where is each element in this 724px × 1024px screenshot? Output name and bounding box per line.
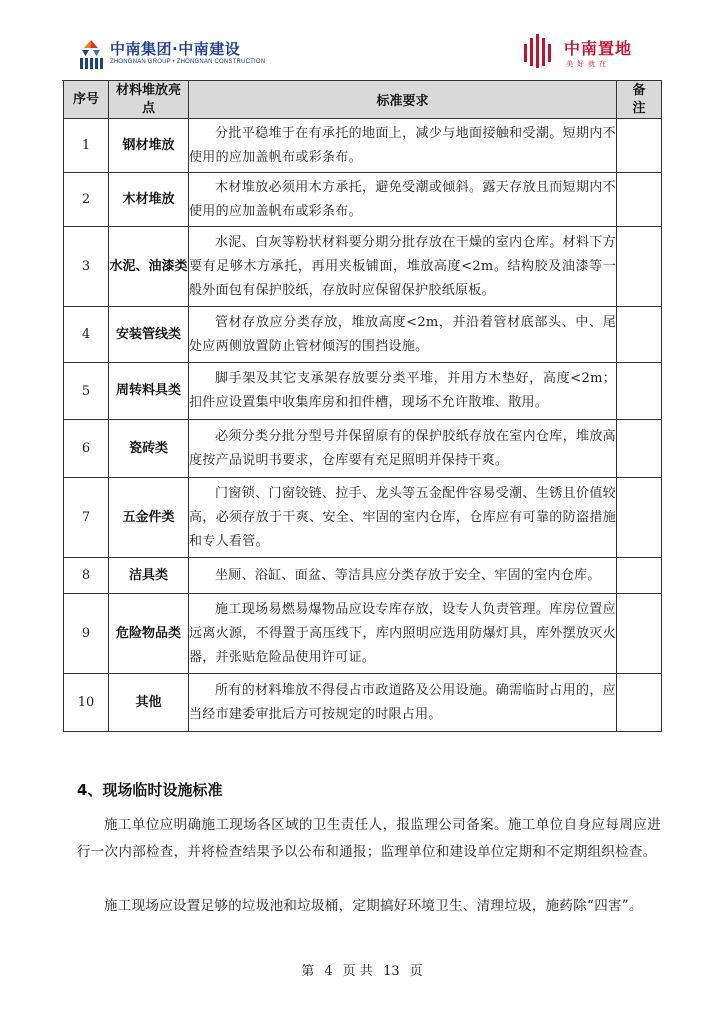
row-name: 水泥、油漆类 [109, 227, 189, 307]
page-header [62, 24, 662, 76]
row-note [617, 594, 662, 674]
table-row [64, 674, 662, 732]
footer-middle: 页 共 [342, 964, 373, 979]
row-standard: 坐厕、浴缸、面盆、等洁具应分类存放于安全、牢固的室内仓库。 [189, 558, 617, 594]
material-storage-table [63, 80, 662, 732]
table-row [64, 363, 662, 420]
row-no: 9 [64, 594, 109, 674]
footer-current-page: 4 [324, 964, 333, 979]
row-no: 7 [64, 478, 109, 558]
zhongnan-group-logo [76, 38, 266, 78]
row-standard: 水泥、白灰等粉状材料要分期分批存放在干燥的室内仓库。材料下方要有足够木方承托，再用夹板铺面，堆放高度<2m。结构胶及油漆等一般外面包有保护胶纸，存放时应保留保护胶纸原板。 [189, 227, 617, 307]
row-standard: 管材存放应分类存放，堆放高度<2m，并沿着管材底部头、中、尾处应两侧放置防止管材倾泻的围挡设施。 [189, 307, 617, 363]
row-standard: 所有的材料堆放不得侵占市政道路及公用设施。确需临时占用的，应当经市建委审批后方可按规定的时限占用。 [189, 674, 617, 732]
row-note [617, 363, 662, 420]
zhongnan-logo-mark-icon [76, 38, 106, 70]
left-logo-text: 中南集团·中南建设 [110, 40, 241, 58]
row-name: 瓷砖类 [109, 420, 189, 478]
header-note: 备注 [617, 81, 662, 119]
row-no: 1 [64, 119, 109, 173]
zhongnan-land-mark-icon [522, 34, 556, 68]
table-row [64, 420, 662, 478]
left-logo-english: ZHONGNAN GROUP • ZHONGNAN CONSTRUCTION [110, 59, 266, 65]
footer-prefix: 第 [301, 964, 315, 979]
row-note [617, 558, 662, 594]
row-name: 其他 [109, 674, 189, 732]
row-name: 木材堆放 [109, 173, 189, 227]
table-row [64, 478, 662, 558]
right-logo-text: 中南置地 [564, 39, 633, 58]
row-name: 安装管线类 [109, 307, 189, 363]
row-note [617, 227, 662, 307]
zhongnan-land-logo [522, 34, 662, 76]
table-row [64, 227, 662, 307]
section-title: 4、现场临时设施标准 [77, 781, 223, 799]
page-footer [0, 960, 724, 979]
footer-suffix: 页 [409, 964, 423, 979]
row-note [617, 478, 662, 558]
row-note [617, 674, 662, 732]
row-standard: 木材堆放必须用木方承托，避免受潮或倾斜。露天存放且而短期内不使用的应加盖帆布或彩条布。 [189, 173, 617, 227]
row-no: 5 [64, 363, 109, 420]
row-no: 10 [64, 674, 109, 732]
section-paragraph: 施工单位应明确施工现场各区域的卫生责任人，报监理公司备案。施工单位自身应每周应进行一次内部检查，并将检查结果予以公布和通报；监理单位和建设单位定期和不定期组织检查。 [77, 817, 661, 860]
row-standard: 门窗锁、门窗铰链、拉手、龙头等五金配件容易受潮、生锈且价值较高，必须存放于干爽、安全、牢固的室内仓库，仓库应有可靠的防盗措施和专人看管。 [189, 478, 617, 558]
table-row [64, 173, 662, 227]
table-row [64, 307, 662, 363]
footer-total-pages: 13 [383, 964, 400, 979]
row-name: 危险物品类 [109, 594, 189, 674]
table-row [64, 594, 662, 674]
row-no: 4 [64, 307, 109, 363]
row-standard: 施工现场易燃易爆物品应设专库存放，设专人负责管理。库房位置应远离火源，不得置于高压线下，库内照明应选用防爆灯具，库外摆放灭火器，并张贴危险品使用许可证。 [189, 594, 617, 674]
row-standard: 脚手架及其它支承架存放要分类平堆，并用方木垫好，高度<2m；扣件应设置集中收集库房和扣件槽，现场不允许散堆、散用。 [189, 363, 617, 420]
table-row [64, 558, 662, 594]
section-paragraph: 施工现场应设置足够的垃圾池和垃圾桶，定期搞好环境卫生、清理垃圾，施药除“四害”。 [104, 898, 643, 914]
row-no: 2 [64, 173, 109, 227]
table-row [64, 119, 662, 173]
row-name: 钢材堆放 [109, 119, 189, 173]
header-name: 材料堆放亮点 [109, 81, 189, 119]
row-name: 周转料具类 [109, 363, 189, 420]
row-note [617, 173, 662, 227]
table-header-row [64, 81, 662, 119]
row-name: 五金件类 [109, 478, 189, 558]
row-no: 8 [64, 558, 109, 594]
header-standard: 标准要求 [189, 81, 617, 119]
row-no: 3 [64, 227, 109, 307]
row-no: 6 [64, 420, 109, 478]
right-logo-slogan: 美好就在 [566, 60, 610, 68]
row-standard: 分批平稳堆于在有承托的地面上，减少与地面接触和受潮。短期内不使用的应加盖帆布或彩条布。 [189, 119, 617, 173]
row-note [617, 119, 662, 173]
row-note [617, 307, 662, 363]
row-note [617, 420, 662, 478]
header-no: 序号 [64, 81, 109, 119]
row-standard: 必须分类分批分型号并保留原有的保护胶纸存放在室内仓库，堆放高度按产品说明书要求，仓库要有充足照明并保持干爽。 [189, 420, 617, 478]
row-name: 洁具类 [109, 558, 189, 594]
